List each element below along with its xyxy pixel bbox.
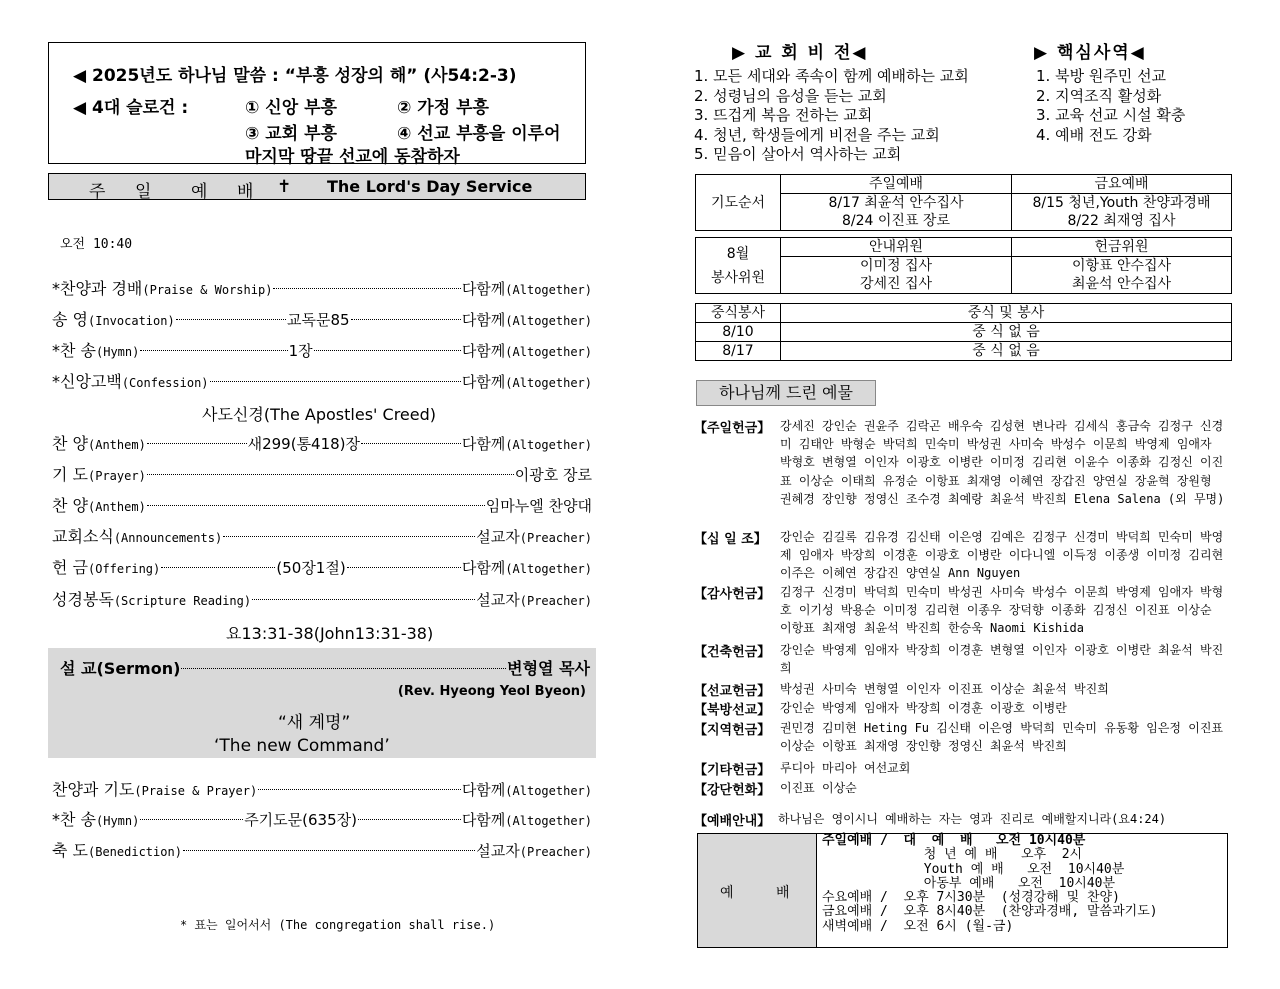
leader-dots xyxy=(358,819,461,820)
order-item-leader-en: (Altogether) xyxy=(505,376,592,390)
order-item-en: (Offering) xyxy=(88,562,161,576)
offering-names: 박성권 사미숙 변형열 이인자 이진표 이상순 최윤석 박진희 xyxy=(780,682,1109,696)
order-item-detail: 새299(통418)장 xyxy=(247,435,361,453)
order-item-en: (Praise & Worship) xyxy=(142,283,273,297)
order-item-leader: 다함께 xyxy=(461,781,506,799)
vision-item: 3. 뜨겁게 복음 전하는 교회 xyxy=(694,106,873,124)
worship-schedule xyxy=(697,833,1228,948)
vision-item: 1. 모든 세대와 족속이 함께 예배하는 교회 xyxy=(694,67,969,85)
order-item-en: (Hymn) xyxy=(96,345,140,359)
usher-1: 이미정 집사 xyxy=(781,257,1012,276)
order-item-leader: 다함께 xyxy=(461,373,506,391)
order-row xyxy=(52,587,592,611)
apostles-creed: 사도신경(The Apostles' Creed) xyxy=(202,405,437,424)
offering-category: 【지역헌금】 xyxy=(694,723,771,738)
order-row xyxy=(52,276,592,300)
order-item-leader-en: (Altogether) xyxy=(505,814,592,828)
leader-dots xyxy=(351,319,461,320)
vision-item: 4. 청년, 학생들에게 비전을 주는 교회 xyxy=(694,125,940,144)
vision-list xyxy=(694,67,969,165)
schedule-line: 금요예배 / 오후 8시40분 (찬양과경배, 말씀과기도) xyxy=(822,904,1158,920)
order-row xyxy=(52,307,592,331)
offering-names: 강세진 강인순 권윤주 김락곤 배우숙 김성현 변나라 김세식 홍금숙 김정구 신경미 김태안 박형순 박덕희 민숙미 박성권 사미숙 박성수 이문희 박영제 임애자 박형호 변형열 이인자 이광호 이병란 이미정 김리현 이윤수 이종화 김정신 이진표 이상순 이태희 유정순 이항표 최재영 이혜연 장갑진 양연실 장윤혁 장원형 권혜경 장인향 정영신 조수경 최예랑 최윤석 박진희 Elena Salena (외 무명) xyxy=(780,419,1225,506)
core-item: 2. 지역조직 활성화 xyxy=(1036,86,1162,105)
schedule-line: 새벽예배 / 오전 6시 (월-금) xyxy=(822,918,1014,934)
order-item-leader: 다함께 xyxy=(461,342,506,360)
worship-guide-label: 【예배안내】 xyxy=(694,814,771,829)
order-item-en: (Confession) xyxy=(121,376,209,390)
volunteer-month: 8월 xyxy=(726,245,750,262)
schedule-line: 주일예배 / 대 예 배 오전 10시40분 xyxy=(822,833,1086,848)
offering-names: 강인순 박영제 임애자 박장희 이경훈 변형열 이인자 이광호 이병란 최윤석 박진희 xyxy=(780,643,1224,676)
service-header-ko-4: 배 xyxy=(237,182,254,202)
offering-names: 이진표 이상순 xyxy=(780,781,857,795)
order-item-leader: 다함께 xyxy=(461,280,506,298)
order-item-detail: (50장1절) xyxy=(276,559,346,577)
order-row xyxy=(52,807,592,831)
service-header-ko-3: 예 xyxy=(191,182,208,202)
order-item-leader: 이광호 장로 xyxy=(514,466,592,484)
order-row xyxy=(52,431,592,455)
order-item-en: (Anthem) xyxy=(88,438,146,452)
slogan-label: ◀ 4대 슬로건 : xyxy=(73,98,189,118)
usher-2: 강세진 집사 xyxy=(781,275,1012,294)
slogan-3: ③ 교회 부흥 xyxy=(245,124,337,144)
leader-dots xyxy=(258,789,461,790)
lunch-value: 중 식 없 음 xyxy=(781,323,1232,342)
leader-dots xyxy=(183,850,475,851)
service-header-ko-2: 일 xyxy=(135,182,152,202)
annual-motto-box xyxy=(48,42,586,167)
core-ministry-title: ▶ 핵심사역◀ xyxy=(1034,43,1146,63)
sermon-box xyxy=(48,648,596,758)
order-item-label: 교회소식 xyxy=(52,527,114,546)
worship-schedule-label xyxy=(698,834,817,947)
leader-dots xyxy=(361,443,461,444)
core-item: 1. 북방 원주민 선교 xyxy=(1036,67,1167,85)
prayer-order-table xyxy=(695,174,1232,231)
order-item-leader: 다함께 xyxy=(461,311,506,329)
friday-prayer-2: 8/22 최재영 집사 xyxy=(1012,212,1232,231)
order-row xyxy=(52,777,592,801)
leader-dots xyxy=(347,567,461,568)
core-ministry-list xyxy=(1036,67,1185,145)
order-item-en: (Praise & Prayer) xyxy=(134,784,258,798)
order-row xyxy=(52,369,592,393)
sermon-label: 설 교(Sermon) xyxy=(60,659,181,678)
service-header-en: The Lord's Day Service xyxy=(327,177,533,196)
volunteer-label-text: 봉사위원 xyxy=(710,269,766,286)
schedule-line: 아동부 예배 오전 10시40분 xyxy=(822,875,1116,891)
order-item-leader: 설교자 xyxy=(476,528,520,546)
schedule-line: 청 년 예 배 오후 2시 xyxy=(822,847,1083,863)
order-row xyxy=(52,838,592,862)
leader-dots xyxy=(161,567,275,568)
sunday-prayer-1: 8/17 최윤석 안수집사 xyxy=(781,194,1012,213)
order-row xyxy=(52,493,592,517)
order-item-leader: 임마누엘 찬양대 xyxy=(485,497,592,515)
leader-dots xyxy=(314,350,461,351)
cross-icon: ✝ xyxy=(277,177,292,197)
offering-names: 권민경 김미현 Heting Fu 김신태 이은영 박덕희 민숙미 유동황 임은정 이진표 이상순 이항표 최재영 장인향 정영신 최윤석 박진희 xyxy=(780,721,1224,754)
order-item-leader-en: (Preacher) xyxy=(519,845,592,859)
offering-category: 【북방선교】 xyxy=(694,703,771,718)
annual-motto: ◀ 2025년도 하나님 말씀 : “부흥 성장의 해” (사54:2-3) xyxy=(73,66,517,86)
order-item-en: (Anthem) xyxy=(88,500,146,514)
order-item-detail: 1장 xyxy=(288,342,313,360)
offering-names: 김정구 신경미 박덕희 민숙미 박성권 사미숙 박성수 이문희 박영제 임애자 박형호 이기성 박용순 이미정 김리현 이종우 장덕향 이종화 김정신 이진표 이상순 이항표 최재영 최윤석 박진희 한승욱 Naomi Kishida xyxy=(780,585,1224,636)
order-item-leader-en: (Altogether) xyxy=(505,438,593,452)
core-item: 3. 교육 선교 시설 확충 xyxy=(1036,106,1186,124)
leader-dots xyxy=(147,474,514,475)
leader-dots xyxy=(147,443,247,444)
offering-category: 【주일헌금】 xyxy=(694,421,771,436)
slogan-1: ① 신앙 부흥 xyxy=(245,98,337,118)
leader-dots xyxy=(210,381,461,382)
offering-header: 헌금위원 xyxy=(1012,238,1232,257)
order-item-leader: 설교자 xyxy=(476,591,520,609)
vision-item: 2. 성령님의 음성을 듣는 교회 xyxy=(694,86,887,105)
offering-category: 【선교헌금】 xyxy=(694,684,771,699)
offering-category: 【감사헌금】 xyxy=(694,587,771,602)
schedule-line: Youth 예 배 오전 10시40분 xyxy=(822,861,1125,877)
sermon-title-en: ‘The new Command’ xyxy=(214,736,390,756)
order-item-en: (Hymn) xyxy=(96,814,140,828)
lunch-service-table xyxy=(695,303,1232,361)
order-item-en: (Announcements) xyxy=(113,531,223,545)
service-header-ko-1: 주 xyxy=(89,182,106,202)
usher-header: 안내위원 xyxy=(781,238,1012,257)
order-item-en: (Prayer) xyxy=(88,469,146,483)
order-row xyxy=(52,338,592,362)
order-item-leader-en: (Altogether) xyxy=(505,314,593,328)
service-time: 오전 10:40 xyxy=(60,237,133,252)
lunch-header-label: 중식봉사 xyxy=(696,304,781,323)
order-item-label: 헌 금 xyxy=(52,558,88,577)
leader-dots xyxy=(140,350,287,351)
order-item-label: 찬 양 xyxy=(52,496,88,515)
order-item-leader-en: (Altogether) xyxy=(505,784,592,798)
schedule-label-1: 예 xyxy=(720,885,734,901)
lunch-header: 중식 및 봉사 xyxy=(781,304,1232,323)
order-item-label: 찬양과 기도 xyxy=(52,780,135,799)
order-item-detail: 교독문85 xyxy=(286,311,350,329)
lunch-date: 8/17 xyxy=(696,342,781,361)
service-header xyxy=(48,173,586,200)
order-item-leader: 다함께 xyxy=(461,559,506,577)
offering-category: 【강단헌화】 xyxy=(694,783,771,798)
volunteer-table xyxy=(695,237,1232,294)
vision-item: 5. 믿음이 살아서 역사하는 교회 xyxy=(694,145,902,163)
sermon-row xyxy=(60,656,590,680)
order-item-leader-en: (Altogether) xyxy=(505,562,593,576)
offerings-title: 하나님께 드린 예물 xyxy=(696,380,876,406)
order-item-label: 송 영 xyxy=(52,310,88,329)
slogan-4: ④ 선교 부흥을 이루어 xyxy=(397,124,561,144)
offering-category: 【십 일 조】 xyxy=(694,532,767,547)
leader-dots xyxy=(147,505,485,506)
sermon-preacher: 변형열 목사 xyxy=(507,659,590,678)
order-item-leader-en: (Preacher) xyxy=(519,594,592,608)
standing-note: * 표는 일어서서 (The congregation shall rise.) xyxy=(180,918,496,932)
scripture-reference: 요13:31-38(John13:31-38) xyxy=(226,624,434,643)
leader-dots xyxy=(252,599,475,600)
vision-title: ▶ 교 회 비 전◀ xyxy=(732,43,868,63)
core-item: 4. 예배 전도 강화 xyxy=(1036,125,1152,144)
order-item-label: *신앙고백 xyxy=(52,372,122,391)
order-item-label: *찬 송 xyxy=(52,341,96,360)
order-item-label: *찬 송 xyxy=(52,810,96,829)
order-item-en: (Scripture Reading) xyxy=(113,594,252,608)
order-item-label: 찬 양 xyxy=(52,434,88,453)
order-item-leader-en: (Altogether) xyxy=(505,345,592,359)
slogan-4-cont: 마지막 땅끝 선교에 동참하자 xyxy=(245,147,460,167)
schedule-label-2: 배 xyxy=(776,885,790,901)
offering-category: 【건축헌금】 xyxy=(694,645,771,660)
prayer-order-label: 기도순서 xyxy=(696,175,781,231)
leader-dots xyxy=(223,536,475,537)
order-item-leader-en: (Altogether) xyxy=(505,283,592,297)
volunteer-label xyxy=(696,238,781,294)
order-item-leader: 설교자 xyxy=(476,842,520,860)
offering-volunteer-1: 이항표 안수집사 xyxy=(1012,257,1232,276)
order-item-label: 축 도 xyxy=(52,841,88,860)
order-item-leader: 다함께 xyxy=(461,435,506,453)
offering-category: 【기타헌금】 xyxy=(694,763,771,778)
order-item-label: 성경봉독 xyxy=(52,590,114,609)
slogan-2: ② 가정 부흥 xyxy=(397,98,489,118)
order-item-leader: 다함께 xyxy=(461,811,506,829)
order-item-detail: 주기도문(635장) xyxy=(244,811,357,829)
order-item-en: (Invocation) xyxy=(88,314,175,328)
sermon-preacher-en: (Rev. Hyeong Yeol Byeon) xyxy=(397,684,586,699)
order-item-label: 기 도 xyxy=(52,465,88,484)
leader-dots xyxy=(176,319,286,320)
worship-schedule-lines xyxy=(822,834,1158,934)
offering-volunteer-2: 최윤석 안수집사 xyxy=(1012,275,1232,294)
order-row xyxy=(52,462,592,486)
friday-prayer-1: 8/15 청년,Youth 찬양과경배 xyxy=(1012,194,1232,213)
offering-names: 강인순 김길록 김유경 김신태 이은영 김예은 김정구 신경미 박덕희 민숙미 박영제 임애자 박장희 이경훈 이광호 이병란 이다니엘 이득정 이종생 이미정 김리현 이주은 이혜연 장갑진 양연실 Ann Nguyen xyxy=(780,530,1224,581)
order-item-leader-en: (Preacher) xyxy=(519,531,592,545)
order-row xyxy=(52,524,592,548)
sunday-prayer-2: 8/24 이진표 장로 xyxy=(781,212,1012,231)
lunch-value: 중 식 없 음 xyxy=(781,342,1232,361)
offering-names: 루디아 마리아 여선교회 xyxy=(780,761,911,775)
sunday-header: 주일예배 xyxy=(781,175,1012,194)
leader-dots xyxy=(181,668,506,669)
order-item-label: *찬양과 경배 xyxy=(52,279,143,298)
sermon-title-ko: “새 계명” xyxy=(278,713,351,733)
order-row xyxy=(52,555,592,579)
order-item-en: (Benediction) xyxy=(88,845,182,859)
leader-dots xyxy=(140,819,243,820)
offering-names: 강인순 박영제 임애자 박장희 이경훈 이광호 이병란 xyxy=(780,701,1067,715)
lunch-date: 8/10 xyxy=(696,323,781,342)
friday-header: 금요예배 xyxy=(1012,175,1232,194)
schedule-line: 수요예배 / 오후 7시30분 (성경강해 및 찬양) xyxy=(822,890,1120,906)
leader-dots xyxy=(273,288,460,289)
worship-guide-text: 하나님은 영이시니 예배하는 자는 영과 진리로 예배할지니라(요4:24) xyxy=(778,812,1167,826)
